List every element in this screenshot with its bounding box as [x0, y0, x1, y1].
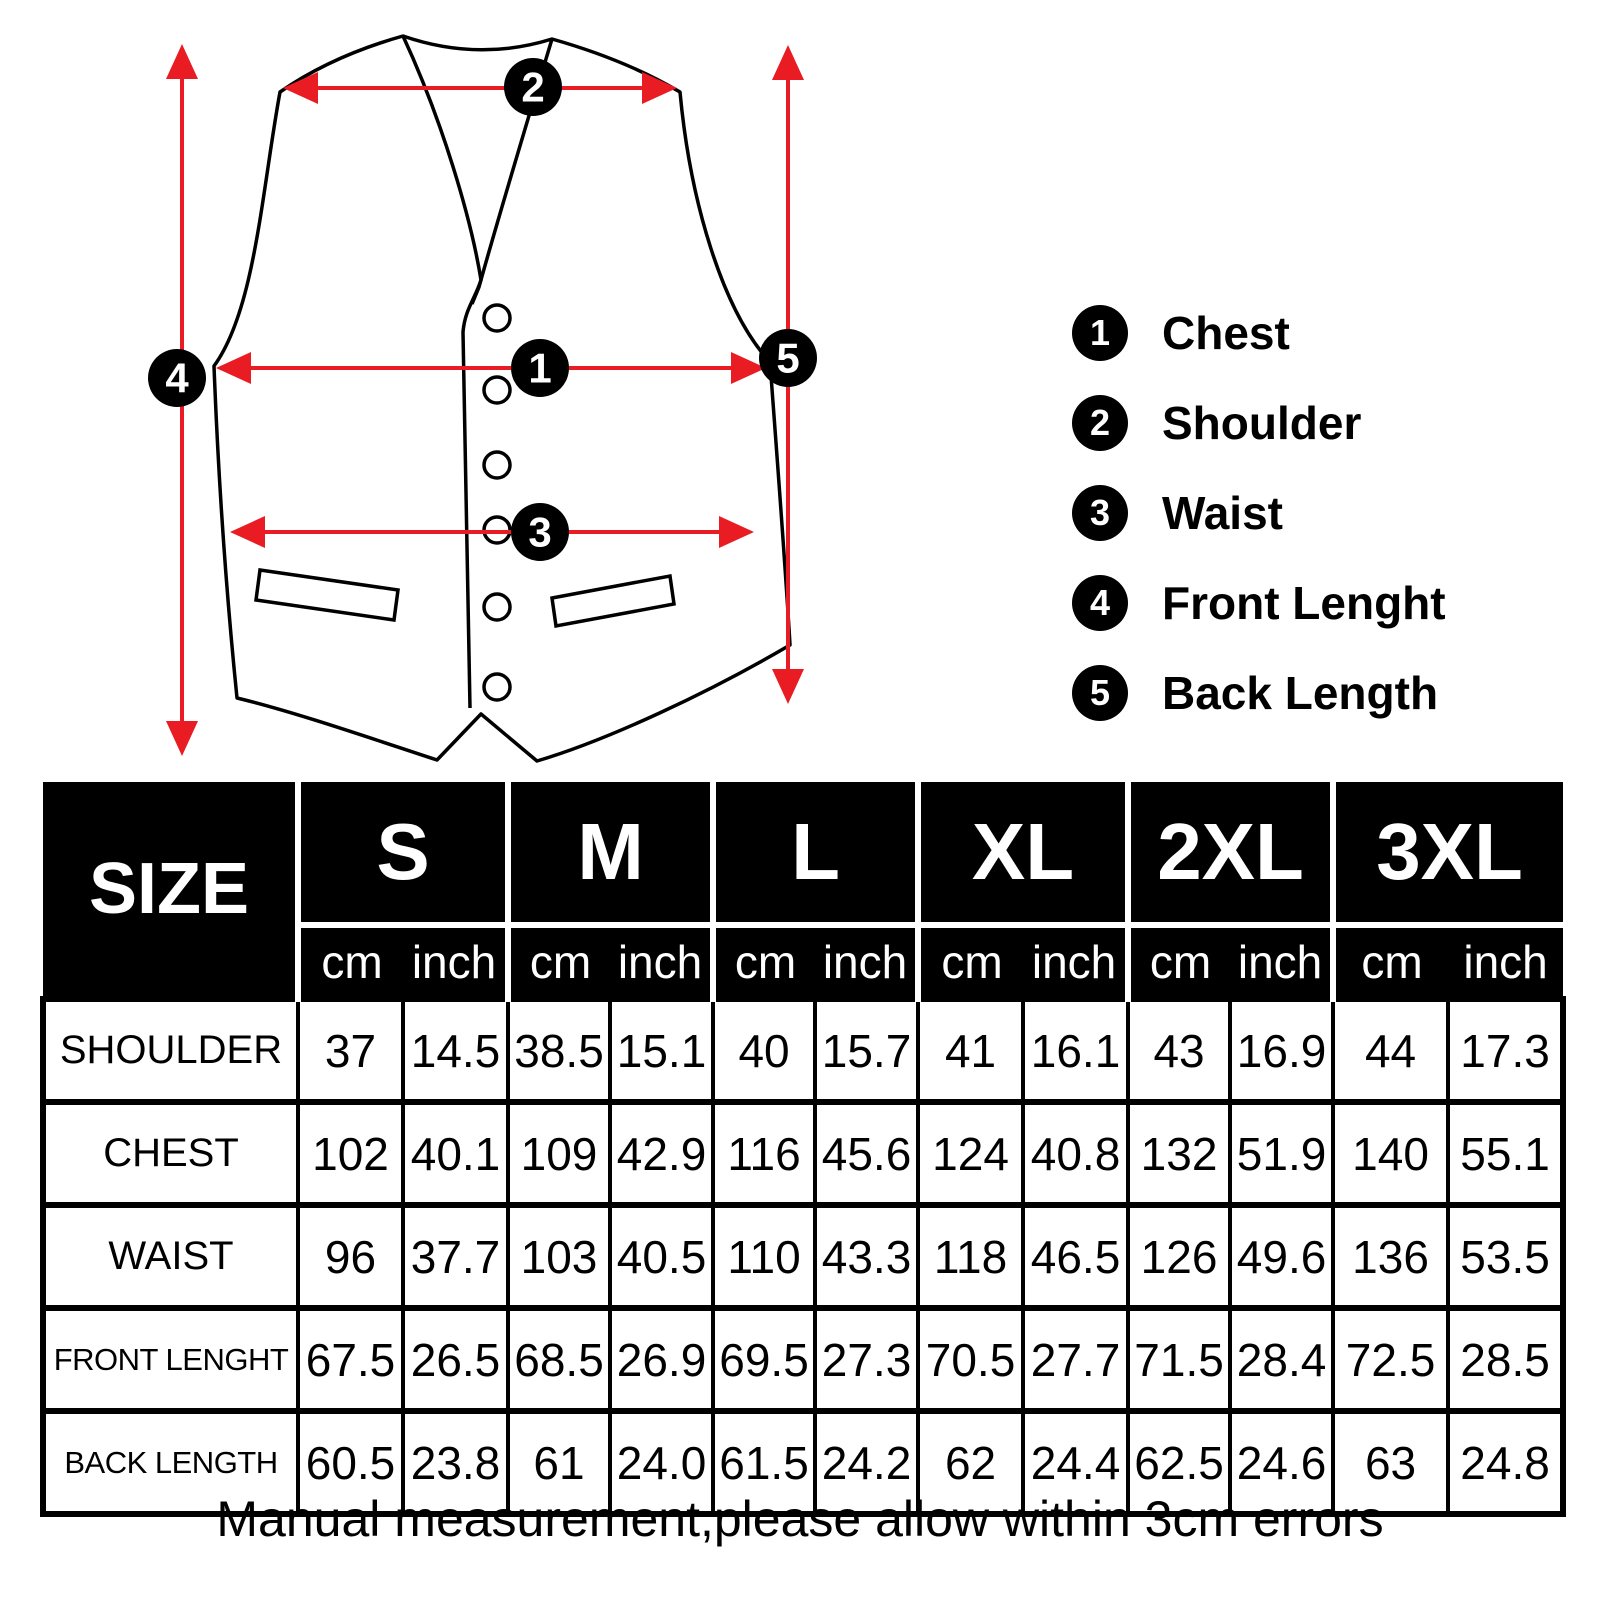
unit-label-inch: inch	[1448, 925, 1563, 999]
size-corner-cell: SIZE	[43, 782, 298, 999]
cell-value: 61.5	[713, 1411, 815, 1514]
row-label-chest: CHEST	[43, 1102, 298, 1205]
cell-value: 43	[1128, 999, 1230, 1102]
cell-value: 110	[713, 1205, 815, 1308]
cell-value: 16.9	[1230, 999, 1333, 1102]
legend-badge-4: 4	[1072, 575, 1128, 631]
cell-value: 68.5	[508, 1308, 610, 1411]
legend-item-front-length	[1072, 574, 1446, 632]
diagram-badge-waist	[511, 503, 569, 561]
cell-value: 132	[1128, 1102, 1230, 1205]
badge-number: 5	[776, 334, 800, 382]
unit-label-inch: inch	[1023, 925, 1128, 999]
size-col-l: L	[713, 782, 918, 925]
badge-number: 1	[528, 344, 552, 392]
cell-value: 24.4	[1023, 1411, 1128, 1514]
cell-value: 24.2	[815, 1411, 918, 1514]
legend-label-waist: Waist	[1162, 487, 1283, 539]
cell-value: 61	[508, 1411, 610, 1514]
cell-value: 45.6	[815, 1102, 918, 1205]
cell-value: 118	[918, 1205, 1023, 1308]
cell-value: 24.0	[610, 1411, 713, 1514]
size-col-2xl: 2XL	[1128, 782, 1333, 925]
size-col-m: M	[508, 782, 713, 925]
measurement-note: Manual measurement,please allow within 3cm errors	[216, 1491, 1384, 1547]
cell-value: 44	[1333, 999, 1448, 1102]
cell-value: 41	[918, 999, 1023, 1102]
row-label-shoulder: SHOULDER	[43, 999, 298, 1102]
cell-value: 49.6	[1230, 1205, 1333, 1308]
legend-label-back-length: Back Length	[1162, 667, 1439, 719]
cell-value: 24.6	[1230, 1411, 1333, 1514]
cell-value: 71.5	[1128, 1308, 1230, 1411]
cell-value: 51.9	[1230, 1102, 1333, 1205]
cell-value: 136	[1333, 1205, 1448, 1308]
unit-label-inch: inch	[815, 925, 918, 999]
cell-value: 60.5	[298, 1411, 403, 1514]
cell-value: 37	[298, 999, 403, 1102]
cell-value: 17.3	[1448, 999, 1563, 1102]
size-col-xl: XL	[918, 782, 1128, 925]
diagram-badge-front-length	[148, 349, 206, 407]
unit-label-cm: cm	[713, 925, 815, 999]
size-col-s: S	[298, 782, 508, 925]
legend-item-back-length	[1072, 664, 1446, 722]
legend-badge-5: 5	[1072, 665, 1128, 721]
cell-value: 69.5	[713, 1308, 815, 1411]
row-label-waist: WAIST	[43, 1205, 298, 1308]
cell-value: 103	[508, 1205, 610, 1308]
cell-value: 14.5	[403, 999, 508, 1102]
cell-value: 15.7	[815, 999, 918, 1102]
row-label-back-length: BACK LENGTH	[43, 1411, 298, 1514]
cell-value: 40.5	[610, 1205, 713, 1308]
cell-value: 26.5	[403, 1308, 508, 1411]
button-icon	[484, 377, 510, 403]
legend-item-waist	[1072, 484, 1446, 542]
diagram-badge-chest	[511, 339, 569, 397]
cell-value: 70.5	[918, 1308, 1023, 1411]
cell-value: 109	[508, 1102, 610, 1205]
size-table-container	[40, 782, 1566, 1517]
badge-number: 3	[528, 508, 552, 556]
cell-value: 124	[918, 1102, 1023, 1205]
cell-value: 28.4	[1230, 1308, 1333, 1411]
legend-badge-1: 1	[1072, 305, 1128, 361]
cell-value: 15.1	[610, 999, 713, 1102]
button-icon	[484, 305, 510, 331]
unit-label-cm: cm	[298, 925, 403, 999]
button-icon	[484, 452, 510, 478]
cell-value: 67.5	[298, 1308, 403, 1411]
cell-value: 55.1	[1448, 1102, 1563, 1205]
table-row-shoulder	[43, 999, 1563, 1102]
cell-value: 96	[298, 1205, 403, 1308]
legend-item-chest	[1072, 304, 1446, 362]
cell-value: 140	[1333, 1102, 1448, 1205]
unit-label-inch: inch	[403, 925, 508, 999]
diagram-badge-shoulder	[504, 58, 562, 116]
cell-value: 53.5	[1448, 1205, 1563, 1308]
badge-number: 2	[521, 63, 545, 111]
cell-value: 126	[1128, 1205, 1230, 1308]
unit-label-cm: cm	[508, 925, 610, 999]
badge-number: 4	[165, 354, 189, 402]
cell-value: 16.1	[1023, 999, 1128, 1102]
table-row-chest	[43, 1102, 1563, 1205]
button-icon	[484, 594, 510, 620]
cell-value: 62	[918, 1411, 1023, 1514]
unit-label-inch: inch	[610, 925, 713, 999]
diagram-badge-back-length	[759, 329, 817, 387]
measurement-legend	[1072, 304, 1446, 722]
legend-label-front-length: Front Lenght	[1162, 577, 1446, 629]
unit-label-cm: cm	[918, 925, 1023, 999]
cell-value: 26.9	[610, 1308, 713, 1411]
size-col-3xl: 3XL	[1333, 782, 1563, 925]
cell-value: 43.3	[815, 1205, 918, 1308]
cell-value: 62.5	[1128, 1411, 1230, 1514]
unit-label-cm: cm	[1128, 925, 1230, 999]
cell-value: 72.5	[1333, 1308, 1448, 1411]
cell-value: 116	[713, 1102, 815, 1205]
cell-value: 40.8	[1023, 1102, 1128, 1205]
cell-value: 28.5	[1448, 1308, 1563, 1411]
table-row-front-length	[43, 1308, 1563, 1411]
cell-value: 42.9	[610, 1102, 713, 1205]
cell-value: 40.1	[403, 1102, 508, 1205]
cell-value: 102	[298, 1102, 403, 1205]
legend-label-shoulder: Shoulder	[1162, 397, 1362, 449]
cell-value: 63	[1333, 1411, 1448, 1514]
unit-label-cm: cm	[1333, 925, 1448, 999]
cell-value: 27.7	[1023, 1308, 1128, 1411]
legend-badge-2: 2	[1072, 395, 1128, 451]
legend-label-chest: Chest	[1162, 307, 1290, 359]
row-label-front-length: FRONT LENGHT	[43, 1308, 298, 1411]
cell-value: 40	[713, 999, 815, 1102]
cell-value: 24.8	[1448, 1411, 1563, 1514]
legend-item-shoulder	[1072, 394, 1446, 452]
size-header-row	[43, 782, 1563, 925]
cell-value: 23.8	[403, 1411, 508, 1514]
cell-value: 37.7	[403, 1205, 508, 1308]
button-icon	[484, 674, 510, 700]
size-table	[40, 782, 1566, 1517]
unit-label-inch: inch	[1230, 925, 1333, 999]
cell-value: 46.5	[1023, 1205, 1128, 1308]
table-row-waist	[43, 1205, 1563, 1308]
cell-value: 27.3	[815, 1308, 918, 1411]
legend-badge-3: 3	[1072, 485, 1128, 541]
cell-value: 38.5	[508, 999, 610, 1102]
